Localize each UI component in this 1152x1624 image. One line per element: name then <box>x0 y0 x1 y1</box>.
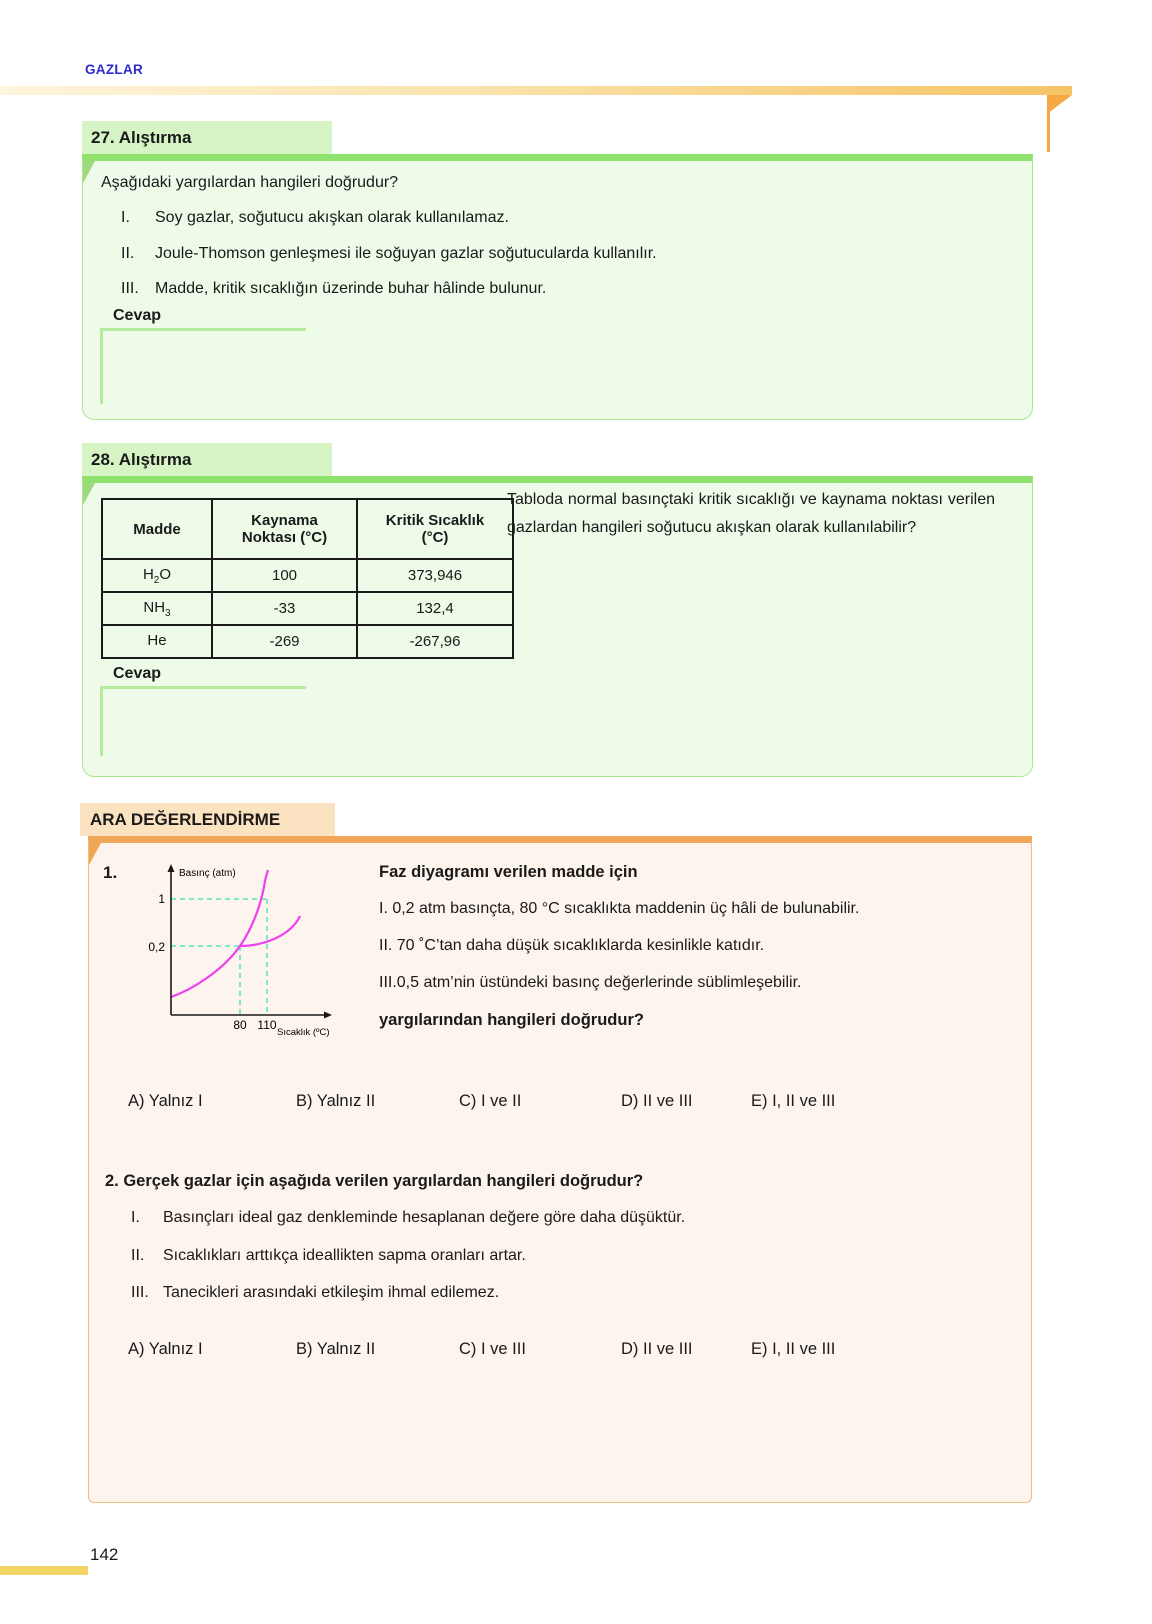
option-d: D) II ve III <box>621 1340 693 1358</box>
cell-boiling: -33 <box>212 592 357 625</box>
phase-boundary-curves <box>171 870 300 997</box>
cell-boiling: 100 <box>212 559 357 592</box>
formula-base: NH <box>143 598 166 616</box>
chapter-header: GAZLAR <box>85 62 144 77</box>
y-axis-label: Basınç (atm) <box>179 868 236 879</box>
box-corner-notch <box>83 483 95 505</box>
header-madde <box>102 499 212 559</box>
exercise-28-box <box>82 476 1033 777</box>
dashed-guides <box>171 899 267 1015</box>
answer-underline <box>100 686 306 689</box>
item-numeral: II. <box>131 1247 145 1264</box>
item-numeral: III. <box>121 280 139 297</box>
header-line: Kritik Sıcaklık <box>385 512 485 529</box>
header-line: Kaynama <box>251 512 318 529</box>
answer-margin-line <box>100 328 103 404</box>
item-text: Madde, kritik sıcaklığın üzerinde buhar hâlinde bulunur. <box>155 280 547 297</box>
question-2-heading: 2. Gerçek gazlar için aşağıda verilen yargılardan hangileri doğrudur? <box>105 1172 644 1190</box>
header-kritik <box>357 499 513 559</box>
exercise-28-label: 28. Alıştırma <box>82 443 332 476</box>
footer-bar <box>0 1566 88 1575</box>
x-axis-arrow <box>324 1012 332 1019</box>
option-a: A) Yalnız I <box>128 1340 203 1358</box>
item-numeral: II. <box>121 245 135 262</box>
header-rule <box>0 86 1072 95</box>
cell-critical: 132,4 <box>357 592 513 625</box>
box-corner-notch <box>89 843 101 865</box>
option-e: E) I, II ve III <box>751 1092 836 1110</box>
formula-subscript: 2 <box>153 574 160 586</box>
option-d: D) II ve III <box>621 1092 693 1110</box>
y-axis-arrow <box>168 864 175 872</box>
header-line: Madde <box>133 520 181 538</box>
question-1-outro: yargılarından hangileri doğrudur? <box>379 1011 644 1029</box>
x-tick-110: 110 <box>257 1018 277 1032</box>
option-c: C) I ve III <box>459 1340 526 1358</box>
item-numeral: I. <box>131 1209 140 1226</box>
answer-label: Cevap <box>113 307 162 324</box>
option-b: B) Yalnız II <box>296 1340 376 1358</box>
formula-subscript: 3 <box>165 607 171 619</box>
y-tick-1: 1 <box>158 892 165 906</box>
answer-label: Cevap <box>113 665 162 682</box>
table-row <box>102 592 513 625</box>
axes <box>171 871 325 1015</box>
cell-critical: 373,946 <box>357 559 513 592</box>
answer-margin-line <box>100 686 103 756</box>
question-1-item-2: II. 70 ˚C’tan daha düşük sıcaklıklarda kesinlikle katıdır. <box>379 937 765 954</box>
box-corner-notch <box>83 161 95 183</box>
exercise-27-label: 27. Alıştırma <box>82 121 332 154</box>
option-a: A) Yalnız I <box>128 1092 203 1110</box>
option-e: E) I, II ve III <box>751 1340 836 1358</box>
header-kaynama <box>212 499 357 559</box>
assessment-box <box>88 836 1032 1503</box>
question-1-item-1: I. 0,2 atm basınçta, 80 °C sıcaklıkta maddenin üç hâli de bulunabilir. <box>379 900 860 917</box>
item-text: Tanecikleri arasındaki etkileşim ihmal edilemez. <box>163 1284 500 1301</box>
item-text: Basınçları ideal gaz denkleminde hesaplanan değere göre daha düşüktür. <box>163 1209 686 1226</box>
table-header-row <box>102 499 513 559</box>
header-rule-corner-triangle <box>1047 95 1072 114</box>
item-numeral: III. <box>131 1284 149 1301</box>
option-b: B) Yalnız II <box>296 1092 376 1110</box>
header-line: (°C) <box>421 529 449 546</box>
question-1-item-3: III.0,5 atm’nin üstündeki basınç değerlerinde süblimleşebilir. <box>379 974 802 991</box>
item-text: Soy gazlar, soğutucu akışkan olarak kullanılamaz. <box>155 209 509 226</box>
header-rule-vertical-line <box>1047 95 1050 152</box>
cell-formula <box>102 592 212 625</box>
table-row <box>102 625 513 658</box>
x-axis-label: Sıcaklık (ºC) <box>277 1027 330 1038</box>
assessment-label: ARA DEĞERLENDİRME <box>80 803 335 836</box>
critical-temperature-table <box>101 498 514 659</box>
formula-base: He <box>147 631 167 649</box>
answer-underline <box>100 328 306 331</box>
formula-tail: O <box>159 565 172 583</box>
table-row <box>102 559 513 592</box>
option-c: C) I ve II <box>459 1092 522 1110</box>
cell-formula <box>102 559 212 592</box>
item-numeral: I. <box>121 209 130 226</box>
x-tick-80: 80 <box>233 1018 247 1032</box>
cell-critical: -267,96 <box>357 625 513 658</box>
item-text: Sıcaklıkları arttıkça ideallikten sapma oranları artar. <box>163 1247 526 1264</box>
question-1-intro: Faz diyagramı verilen madde için <box>379 863 638 881</box>
page-number: 142 <box>90 1545 119 1564</box>
exercise-27-question: Aşağıdaki yargılardan hangileri doğrudur? <box>101 174 399 191</box>
exercise-28-question: Tabloda normal basınçtaki kritik sıcaklığı ve kaynama noktası verilen gazlardan hangileri soğutucu akışkan olarak kullanılabilir? <box>507 491 995 536</box>
header-line: Noktası (°C) <box>241 529 328 546</box>
exercise-27-box <box>82 154 1033 420</box>
item-text: Joule-Thomson genleşmesi ile soğuyan gazlar soğutucularda kullanılır. <box>155 245 657 262</box>
question-1-number: 1. <box>103 863 118 882</box>
formula-base: H <box>142 565 154 583</box>
y-tick-02: 0,2 <box>148 940 165 954</box>
cell-boiling: -269 <box>212 625 357 658</box>
cell-formula <box>102 625 212 658</box>
